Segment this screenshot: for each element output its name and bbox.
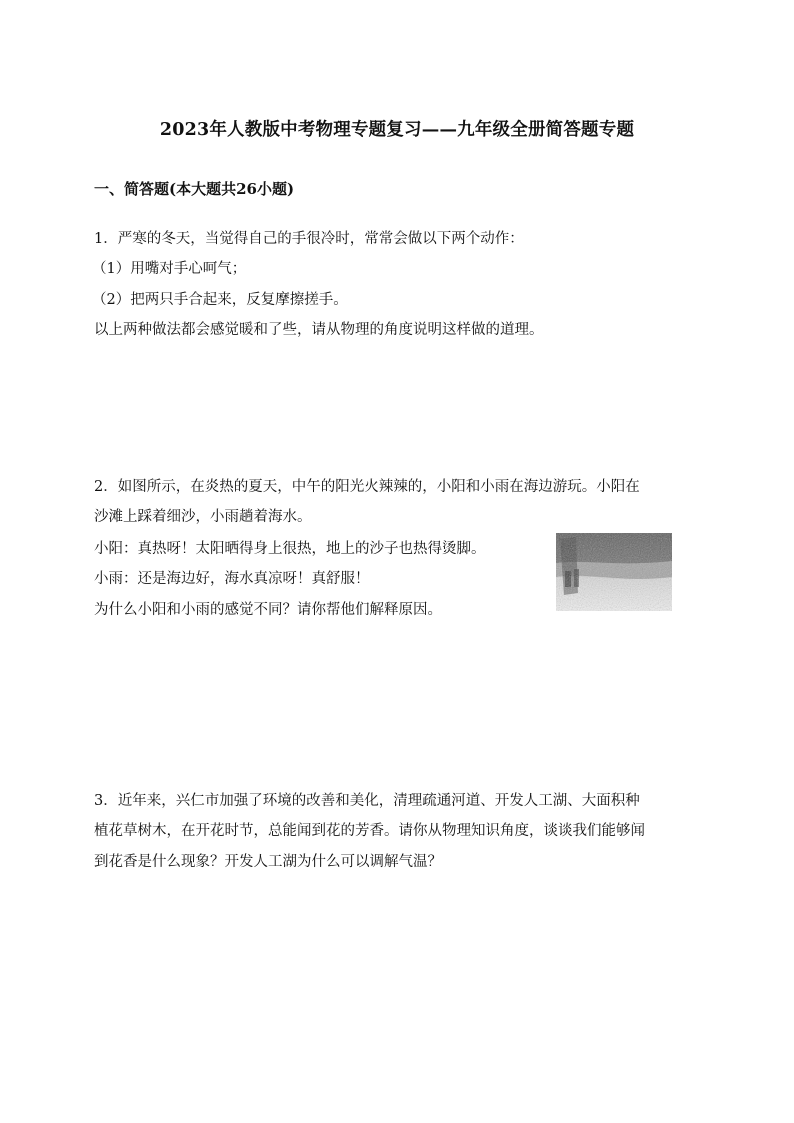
q2-dialogue-xiaoyang: 小阳：真热呀！太阳晒得身上很热，地上的沙子也热得烫脚。 — [94, 541, 486, 557]
q1-question: 以上两种做法都会感觉暖和了些，请从物理的角度说明这样做的道理。 — [94, 322, 544, 338]
q2-question: 为什么小阳和小雨的感觉不同？请你帮他们解释原因。 — [94, 602, 442, 618]
beach-photo-image — [556, 533, 672, 611]
q2-stem-line-2: 沙滩上踩着细沙，小雨趟着海水。 — [94, 509, 312, 525]
q3-stem-line-3: 到花香是什么现象？开发人工湖为什么可以调解气温？ — [94, 854, 442, 870]
q3-stem-line-1: 3．近年来，兴仁市加强了环境的改善和美化，清理疏通河道、开发人工湖、大面积种 — [94, 793, 640, 809]
section-heading: 一、简答题(本大题共26小题) — [94, 180, 295, 198]
q2-dialogue-xiaoyu: 小雨：还是海边好，海水真凉呀！真舒服！ — [94, 571, 370, 587]
document-title: 2023年人教版中考物理专题复习——九年级全册简答题专题 — [159, 120, 635, 140]
q1-item-2: （2）把两只手合起来，反复摩擦搓手。 — [92, 292, 348, 308]
q3-stem-line-2: 植花草树木，在开花时节，总能闻到花的芳香。请你从物理知识角度，谈谈我们能够闻 — [94, 823, 645, 839]
q1-item-1: （1）用嘴对手心呵气； — [92, 261, 247, 277]
beach-photo — [556, 533, 672, 611]
q2-stem-line-1: 2．如图所示，在炎热的夏天，中午的阳光火辣辣的，小阳和小雨在海边游玩。小阳在 — [94, 479, 640, 495]
q1-stem: 1．严寒的冬天，当觉得自己的手很冷时，常常会做以下两个动作： — [94, 231, 524, 247]
